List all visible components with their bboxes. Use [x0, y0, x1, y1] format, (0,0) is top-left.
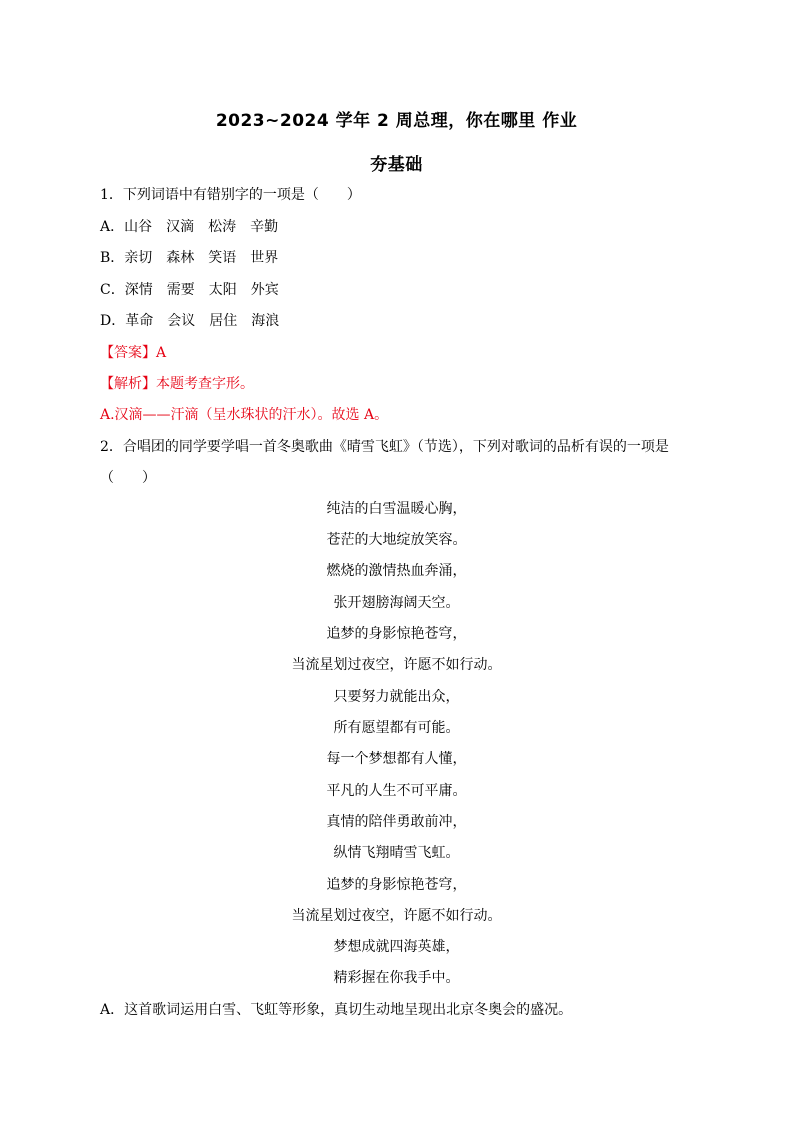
poem-line: 每一个梦想都有人懂，: [326, 751, 467, 767]
question-1-option-a: A．山谷 汉滴 松涛 辛勤: [100, 219, 279, 235]
question-1-analysis: 【解析】本题考查字形。: [100, 376, 254, 392]
poem-line: 所有愿望都有可能。: [333, 720, 460, 736]
question-1-option-b: B．亲切 森林 笑语 世界: [100, 250, 279, 266]
question-1-option-c: C．深情 需要 太阳 外宾: [100, 282, 279, 298]
poem-line: 苍茫的大地绽放笑容。: [326, 532, 467, 548]
poem-line: 追梦的身影惊艳苍穹，: [326, 626, 467, 642]
question-2-stem-blank: （ ）: [100, 470, 156, 486]
poem-line: 只要努力就能出众，: [333, 689, 460, 705]
document-title: 2023~2024 学年 2 周总理，你在哪里 作业: [215, 111, 578, 131]
question-2-option-a: A．这首歌词运用白雪、飞虹等形象，真切生动地呈现出北京冬奥会的盛况。: [100, 1002, 573, 1018]
poem-line: 纯洁的白雪温暖心胸，: [326, 501, 467, 517]
poem-line: 燃烧的激情热血奔涌，: [326, 563, 467, 579]
poem-line: 精彩握在你我手中。: [333, 970, 460, 986]
question-1-explanation: A.汉滴——汗滴（呈水珠状的汗水）。故选 A。: [100, 407, 389, 423]
question-1-answer: 【答案】A: [100, 345, 167, 361]
section-heading: 夯基础: [370, 155, 423, 175]
poem-line: 真情的陪伴勇敢前冲，: [326, 814, 467, 830]
poem-line: 追梦的身影惊艳苍穹，: [326, 877, 467, 893]
question-1-option-d: D．革命 会议 居住 海浪: [100, 313, 280, 329]
poem-line: 当流星划过夜空，许愿不如行动。: [291, 908, 502, 924]
poem-line: 梦想成就四海英雄，: [333, 939, 460, 955]
poem-line: 张开翅膀海阔天空。: [333, 595, 460, 611]
poem-line: 纵情飞翔晴雪飞虹。: [333, 845, 460, 861]
poem-line: 当流星划过夜空，许愿不如行动。: [291, 657, 502, 673]
question-1-stem: 1．下列词语中有错别字的一项是（ ）: [100, 187, 361, 203]
poem-line: 平凡的人生不可平庸。: [326, 783, 467, 799]
question-2-stem: 2．合唱团的同学要学唱一首冬奥歌曲《晴雪飞虹》（节选），下列对歌词的品析有误的一项是: [100, 439, 669, 455]
